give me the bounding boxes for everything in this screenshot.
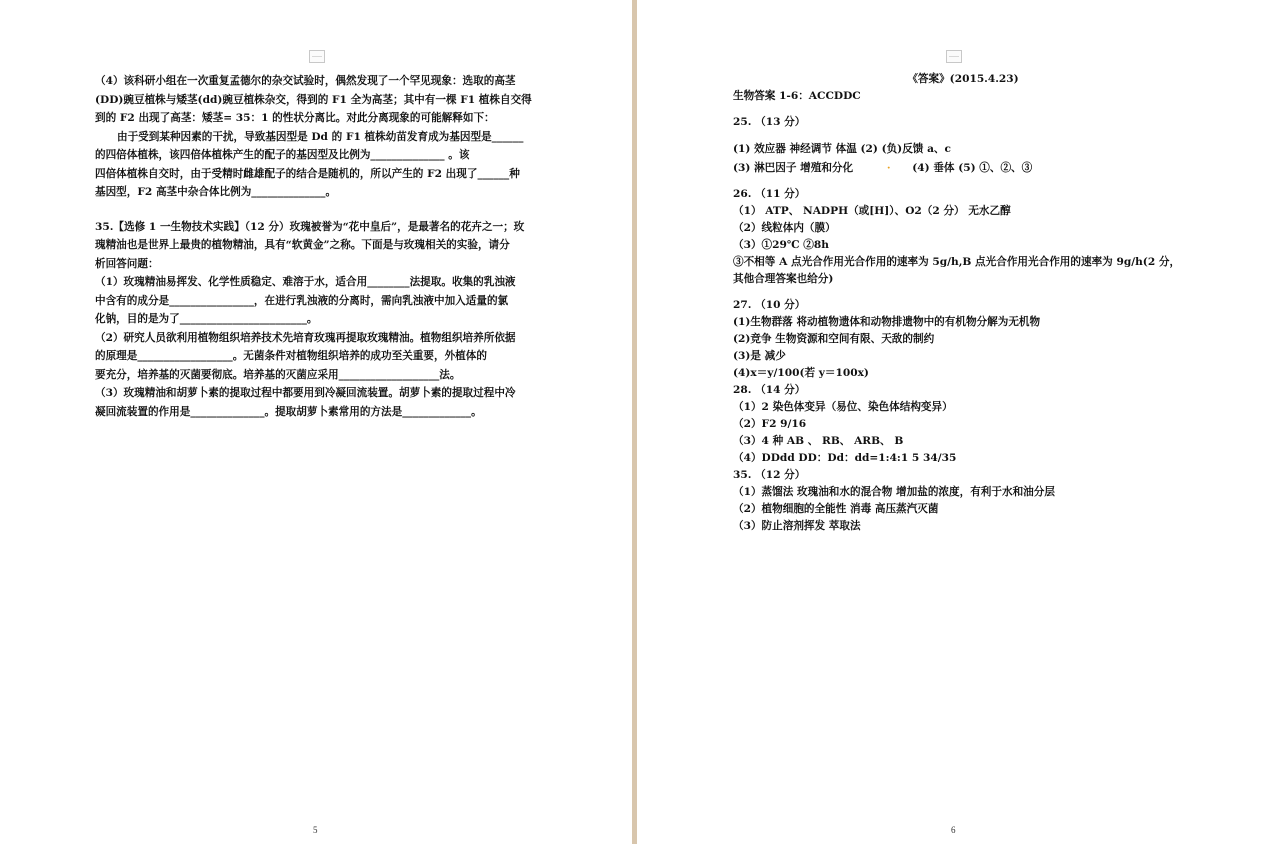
answer-mc: 生物答案 1-6：ACCDDC (733, 90, 861, 102)
spacer (95, 202, 541, 218)
answer-25-line-1: (1) 效应器 神经调节 体温 (2) (负)反馈 a、c (733, 143, 951, 155)
answer-28-line-3: （3）4 种 AB 、 RB、 ARB、 B (733, 435, 904, 447)
page-6 (637, 0, 1266, 844)
answer-25-4-5: (4) 垂体 (5) ①、②、③ (912, 161, 1033, 174)
answer-title: 《答案》(2015.4.23) (907, 73, 1019, 85)
answer-28-header: 28. （14 分） (733, 384, 806, 396)
q4-line-7: 基因型，F2 高茎中杂合体比例为______________。 (95, 186, 337, 198)
q35-line-5: 中含有的成分是________________，在进行乳浊液的分离时，需向乳浊液中加入适量的氯 (95, 294, 509, 307)
header-image-placeholder-icon (946, 50, 962, 63)
answer-27-header: 27. （10 分） (733, 299, 806, 311)
q4-line-2: (DD)豌豆植株与矮茎(dd)豌豆植株杂交，得到的 F1 全为高茎；其中有一棵 F1 植株自交得 (95, 93, 532, 106)
q4-line-6: 四倍体植株自交时，由于受精时雌雄配子的结合是随机的，所以产生的 F2 出现了______种 (95, 167, 520, 180)
q35-line-2: 瑰精油也是世界上最贵的植物精油，具有“软黄金”之称。下面是与玫瑰相关的实验，请分 (95, 239, 510, 251)
answer-35-line-1: （1）蒸馏法 玫瑰油和水的混合物 增加盐的浓度，有利于水和油分层 (733, 486, 1055, 498)
q35-line-11: 凝回流装置的作用是______________。提取胡萝卜素常用的方法是_____________。 (95, 405, 482, 418)
q35-line-8: 的原理是__________________。无菌条件对植物组织培养的成功至关重要，外植体的 (95, 350, 487, 362)
page-5-body (95, 72, 541, 421)
q4-line-3: 到的 F2 出现了高茎：矮茎= 35：1 的性状分离比。对此分离现象的可能解释如下： (95, 112, 495, 124)
answer-27-line-2: (2)竞争 生物资源和空间有限、天敌的制约 (733, 333, 935, 345)
answer-25-3: (3) 淋巴因子 增殖和分化 (733, 161, 854, 174)
q35-line-7: （2）研究人员欲利用植物组织培养技术先培育玫瑰再提取玫瑰精油。植物组织培养所依据 (95, 331, 516, 344)
orange-dot-mark: · (886, 161, 891, 174)
page-6-body (733, 71, 1193, 535)
q35-line-9: 要充分，培养基的灭菌要彻底。培养基的灭菌应采用___________________法。 (95, 368, 461, 381)
q4-line-4: 由于受到某种因素的干扰，导致基因型是 Dd 的 F1 植株幼苗发育成为基因型是______ (117, 130, 524, 143)
answer-35-header: 35. （12 分） (733, 469, 806, 481)
answer-26-line-1: （1） ATP、 NADPH（或[H]）、O2（2 分） 无水乙醇 (733, 205, 1011, 217)
page-number: 6 (951, 825, 956, 835)
answer-27-line-3: (3)是 减少 (733, 350, 786, 362)
answer-28-line-2: （2）F2 9/16 (733, 418, 807, 430)
spacer (733, 105, 1193, 114)
q35-line-10: （3）玫瑰精油和胡萝卜素的提取过程中都要用到冷凝回流装置。胡萝卜素的提取过程中冷 (95, 387, 516, 399)
answer-28-line-4: （4）DDdd DD：Dd：dd=1:4:1 5 34/35 (733, 452, 957, 464)
answer-26-header: 26. （11 分） (733, 188, 806, 200)
answer-26-line-5: 其他合理答案也给分) (733, 273, 834, 285)
header-image-placeholder-icon (309, 50, 325, 63)
q35-line-4: （1）玫瑰精油易挥发、化学性质稳定、难溶于水，适合用________法提取。收集的乳浊液 (95, 276, 516, 288)
page-number: 5 (313, 825, 318, 835)
spacer (733, 177, 1193, 186)
answer-28-line-1: （1）2 染色体变异（易位、染色体结构变异） (733, 401, 953, 413)
answer-27-line-4: (4)x＝y/100(若 y＝100x) (733, 367, 869, 379)
spacer (733, 288, 1193, 297)
answer-35-line-3: （3）防止溶剂挥发 萃取法 (733, 520, 861, 532)
page-5 (0, 0, 632, 844)
q4-line-1: （4）该科研小组在一次重复孟德尔的杂交试验时，偶然发现了一个罕见现象：选取的高茎 (95, 75, 516, 87)
q4-line-5: 的四倍体植株，该四倍体植株产生的配子的基因型及比例为______________ 。该 (95, 149, 470, 161)
q35-line-3: 析回答问题： (95, 257, 159, 270)
answer-25-header: 25. （13 分） (733, 116, 806, 128)
answer-35-line-2: （2）植物细胞的全能性 消毒 高压蒸汽灭菌 (733, 503, 939, 515)
answer-27-line-1: (1)生物群落 将动植物遗体和动物排遗物中的有机物分解为无机物 (733, 316, 1041, 328)
answer-26-line-4: ③不相等 A 点光合作用光合作用的速率为 5g/h,B 点光合作用光合作用的速率为 9g/h(2 分， (733, 256, 1181, 268)
answer-26-line-2: （2）线粒体内（膜） (733, 222, 836, 234)
q35-line-6: 化钠，目的是为了________________________。 (95, 313, 318, 325)
spacer (733, 131, 1193, 140)
answer-26-line-3: （3）①29℃ ②8h (733, 239, 829, 251)
answer-25-line-2 (733, 159, 1193, 178)
q35-line-1: 35.【选修 1 一生物技术实践】（12 分）玫瑰被誉为“花中皇后”，是最著名的花卉之一；玫 (95, 220, 525, 233)
